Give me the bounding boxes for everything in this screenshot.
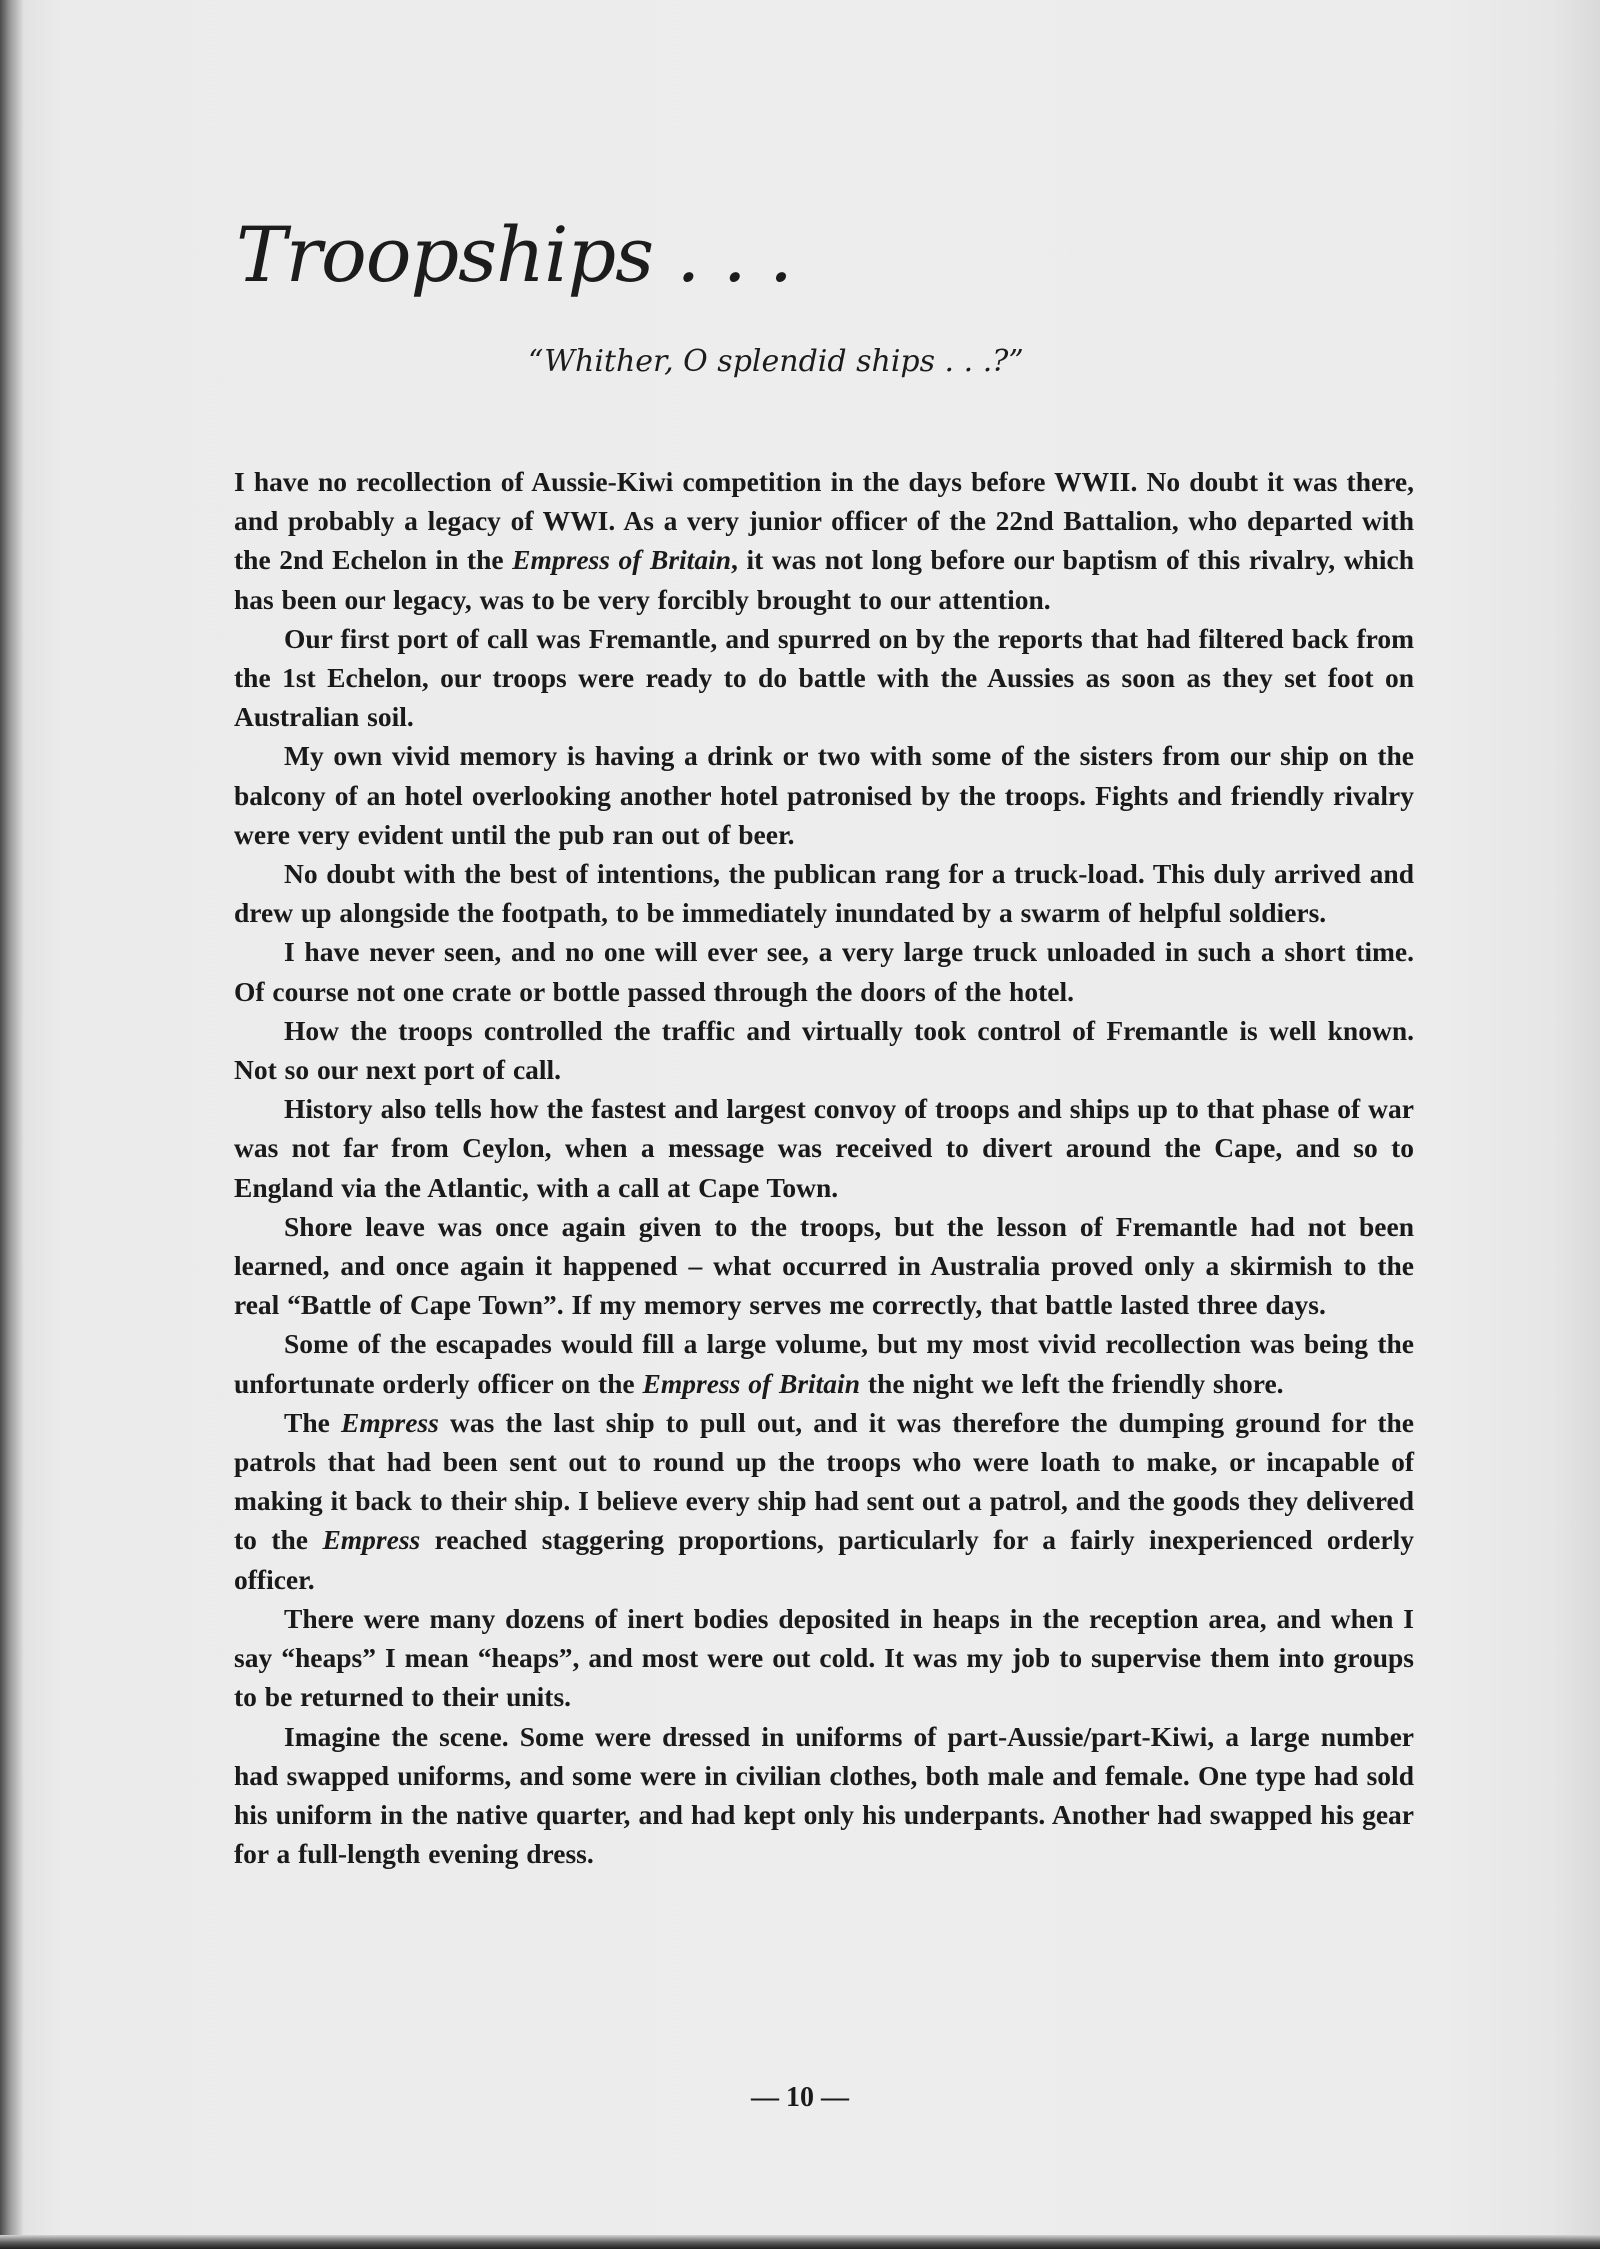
paragraph: Imagine the scene. Some were dressed in uniforms of part-Aussie/part-Kiwi, a large number had swapped uniforms, and some were in civilian clothes, both male and female. One type had sold his uniform in the native quarter, and had kept only his underpants. Another had swapped his gear for a full-length evening dress. bbox=[234, 1720, 1414, 1870]
epigraph: “Whither, O splendid ships . . .?” bbox=[528, 344, 1024, 379]
paragraph: Some of the escapades would fill a large volume, but my most vivid recollection was being the unfortunate orderly officer on the Empress of Britain the night we left the friendly shore. bbox=[234, 1328, 1414, 1399]
page-number: — 10 — bbox=[751, 2082, 849, 2113]
paragraph: There were many dozens of inert bodies deposited in heaps in the reception area, and when I say “heaps” I mean “heaps”, and most were out cold. It was my job to supervise them into groups to be returned to their units. bbox=[234, 1602, 1414, 1713]
paragraph: The Empress was the last ship to pull out, and it was therefore the dumping ground for the patrols that had been sent out to round up the troops who were loath to make, or incapable of making it back to their ship. I believe every ship had sent out a patrol, and the goods they delivered to the Empress reached staggering proportions, particularly for a fairly inexperienced orderly officer. bbox=[234, 1406, 1414, 1595]
paragraph: Our first port of call was Fremantle, and spurred on by the reports that had filtered back from the 1st Echelon, our troops were ready to do battle with the Aussies as soon as they set foot on Australian soil. bbox=[234, 622, 1414, 733]
paragraph: How the troops controlled the traffic and virtually took control of Fremantle is well known. Not so our next port of call. bbox=[234, 1014, 1414, 1086]
page-bottom-edge bbox=[0, 2235, 1600, 2249]
paragraph: My own vivid memory is having a drink or two with some of the sisters from our ship on the balcony of an hotel overlooking another hotel patronised by the troops. Fights and friendly rivalry were very evident until the pub ran out of beer. bbox=[234, 740, 1414, 850]
ship-name: Empress bbox=[322, 1524, 421, 1556]
ship-name: Empress of Britain bbox=[642, 1367, 860, 1399]
paragraph: Shore leave was once again given to the troops, but the lesson of Fremantle had not been learned, and once again it happened – what occurred in Australia proved only a skirmish to the real “Battle of Cape Town”. If my memory serves me correctly, that battle lasted three days. bbox=[234, 1210, 1414, 1321]
page-title: Troopships . . . bbox=[236, 210, 793, 299]
body-text bbox=[234, 462, 1414, 1873]
paragraph: History also tells how the fastest and largest convoy of troops and ships up to that phase of war was not far from Ceylon, when a message was received to divert around the Cape, and so to England via the Atlantic, with a call at Cape Town. bbox=[234, 1093, 1414, 1203]
ship-name: Empress bbox=[341, 1406, 439, 1438]
paragraph: No doubt with the best of intentions, the publican rang for a truck-load. This duly arrived and drew up alongside the footpath, to be immediately inundated by a swarm of helpful soldiers. bbox=[234, 858, 1414, 929]
ship-name: Empress of Britain bbox=[512, 544, 732, 576]
paragraph: I have never seen, and no one will ever see, a very large truck unloaded in such a short time. Of course not one crate or bottle passed through the doors of the hotel. bbox=[234, 936, 1414, 1007]
paragraph: I have no recollection of Aussie-Kiwi competition in the days before WWII. No doubt it was there, and probably a legacy of WWI. As a very junior officer of the 22nd Battalion, who departed with the 2nd Echelon in the Empress of Britain, it was not long before our baptism of this rivalry, which has been our legacy, was to be very forcibly brought to our attention. bbox=[234, 466, 1414, 615]
